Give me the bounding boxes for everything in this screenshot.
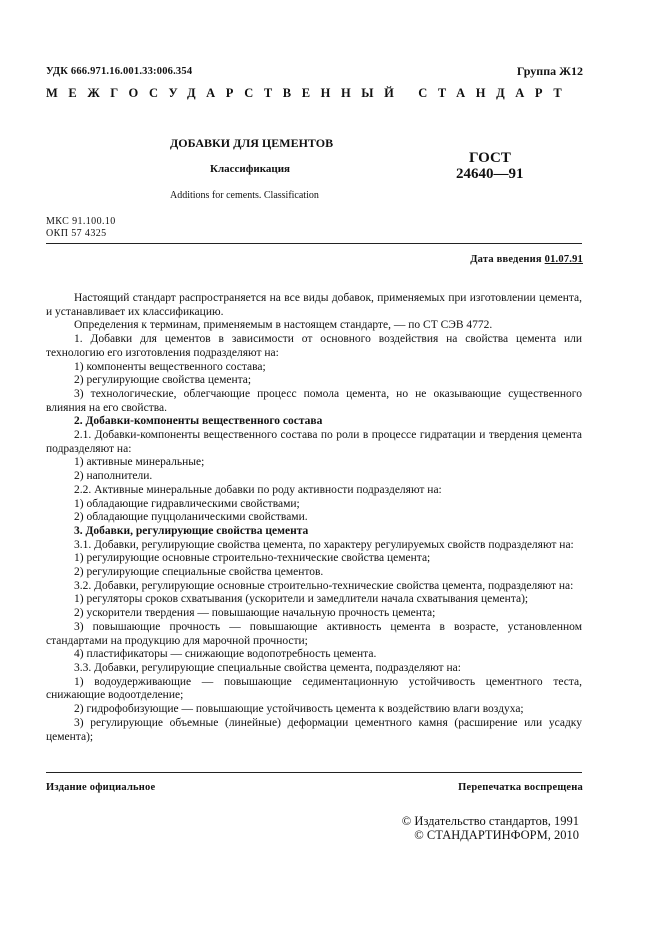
clause-2-2: 2.2. Активные минеральные добавки по роду активности подразделяют на: — [74, 483, 442, 496]
paragraph-definitions: Определения к терминам, применяемым в настоящем стандарте, — по СТ СЭВ 4772. — [74, 319, 493, 332]
clause-3-2: 3.2. Добавки, регулирующие основные строительно-технические свойства цемента, подразделяют на: — [74, 579, 574, 592]
list-item: 1) регулирующие основные строительно-технические свойства цемента; — [74, 552, 431, 565]
header-divider — [46, 243, 582, 244]
list-item: 3) повышающие прочность — повышающие активность цемента в возрасте, установленном стандартами на продукцию для марочной прочности; — [46, 620, 582, 647]
section-heading-2: 2. Добавки-компоненты вещественного состава — [74, 415, 323, 428]
footer-divider — [46, 772, 582, 773]
list-item: 2) регулирующие свойства цемента; — [74, 374, 252, 387]
list-item: 1) водоудерживающие — повышающие седиментационную устойчивость цементного теста, снижающие водоотделение; — [46, 675, 582, 702]
list-item: 1) обладающие гидравлическими свойствами; — [74, 497, 300, 510]
introduction-date-value: 01.07.91 — [544, 254, 583, 265]
udk-code: УДК 666.971.16.001.33:006.354 — [46, 66, 193, 77]
introduction-date — [470, 254, 583, 265]
reprint-notice: Перепечатка воспрещена — [458, 782, 583, 793]
list-item: 4) пластификаторы — снижающие водопотребность цемента. — [74, 648, 377, 661]
section-heading-3: 3. Добавки, регулирующие свойства цемента — [74, 524, 309, 537]
paragraph-scope: Настоящий стандарт распространяется на все виды добавок, применяемых при изготовлении цемента, и устанавливает их классификацию. — [46, 292, 582, 318]
clause-1: 1. Добавки для цементов в зависимости от основного воздействия на свойства цемента или технологию его изготовления подразделяют на: — [46, 333, 582, 359]
copyright-publisher: © Издательство стандартов, 1991 — [401, 814, 579, 828]
clause-3-1: 3.1. Добавки, регулирующие свойства цемента, по характеру регулируемых свойств подразделяют на: — [74, 538, 574, 551]
gost-label: ГОСТ — [469, 150, 511, 166]
list-item: 1) компоненты вещественного состава; — [74, 360, 266, 373]
list-item: 2) ускорители твердения — повышающие начальную прочность цемента; — [74, 607, 436, 620]
clause-3-3: 3.3. Добавки, регулирующие специальные свойства цемента, подразделяют на: — [74, 661, 461, 674]
list-item: 3) регулирующие объемные (линейные) деформации цементного камня (расширение или усадку цемента); — [46, 716, 582, 743]
list-item: 1) регуляторы сроков схватывания (ускорители и замедлители начала схватывания цемента); — [74, 593, 529, 606]
english-title: Additions for cements. Classification — [170, 190, 319, 201]
list-item: 3) технологические, облегчающие процесс помола цемента, но не оказывающие существенного влияния на его свойства. — [46, 387, 582, 414]
standard-banner: МЕЖГОСУДАРСТВЕННЫЙ СТАНДАРТ — [46, 86, 573, 100]
edition-label: Издание официальное — [46, 782, 156, 793]
copyright-standartinform: © СТАНДАРТИНФОРМ, 2010 — [414, 828, 579, 842]
list-item: 2) наполнители. — [74, 470, 153, 483]
document-body — [46, 292, 582, 744]
gost-number: 24640—91 — [456, 166, 524, 182]
list-item: 2) регулирующие специальные свойства цементов. — [74, 566, 324, 579]
introduction-date-label: Дата введения — [470, 254, 542, 265]
mks-code: МКС 91.100.10 — [46, 216, 116, 227]
clause-2-1: 2.1. Добавки-компоненты вещественного состава по роли в процессе гидратации и твердения цемента подразделяют на: — [46, 429, 582, 455]
okp-code: ОКП 57 4325 — [46, 228, 107, 239]
list-item: 1) активные минеральные; — [74, 456, 205, 469]
group-code: Группа Ж12 — [516, 64, 583, 78]
list-item: 2) обладающие пуццоланическими свойствами. — [74, 511, 308, 524]
list-item: 2) гидрофобизующие — повышающие устойчивость цемента к воздействию влаги воздуха; — [74, 703, 524, 716]
document-title: ДОБАВКИ ДЛЯ ЦЕМЕНТОВ — [170, 136, 334, 150]
document-subtitle: Классификация — [210, 163, 290, 175]
